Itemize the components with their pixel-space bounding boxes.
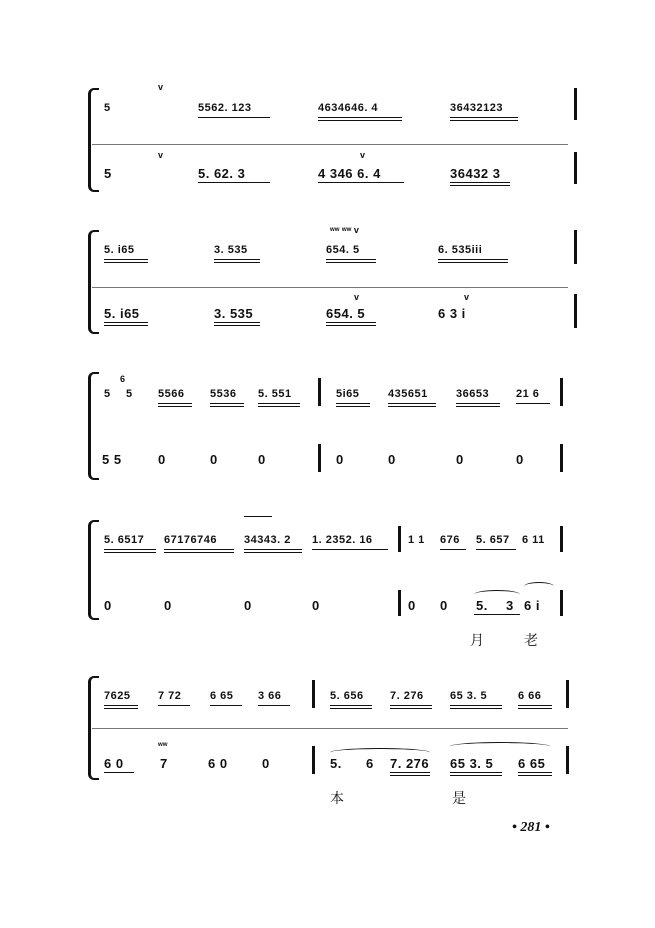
upper-note: 5i65: [336, 388, 360, 400]
lower-note: 0: [336, 452, 344, 467]
upper-note: 6 66: [518, 690, 542, 702]
lower-note: 5.: [476, 598, 488, 613]
upper-note: 5. 656: [330, 690, 364, 702]
lower-note: 0: [516, 452, 524, 467]
upper-note: 7 72: [158, 690, 182, 702]
upper-note: 6. 535iii: [438, 244, 483, 256]
breath-mark: v: [158, 150, 164, 160]
lower-note: 0: [440, 598, 448, 613]
lower-note: 0: [408, 598, 416, 613]
barline: [560, 526, 563, 552]
system-brace: [88, 88, 99, 192]
barline: [318, 444, 321, 472]
lower-note: 6 0: [104, 756, 124, 771]
upper-note: 5: [104, 388, 111, 400]
upper-note: 676: [440, 534, 460, 546]
system-brace: [88, 372, 99, 480]
lower-note: 0: [158, 452, 166, 467]
system-brace: [88, 520, 99, 620]
lower-note: 6 i: [524, 598, 540, 613]
lower-note: 65 3. 5: [450, 756, 494, 771]
staff-separator: [92, 287, 568, 288]
upper-note: 7625: [104, 690, 131, 702]
lower-note: 4 346 6. 4: [318, 166, 381, 181]
lower-note: 5: [104, 166, 112, 181]
barline: [574, 294, 577, 328]
lower-note: 0: [210, 452, 218, 467]
upper-note: 21 6: [516, 388, 540, 400]
lower-note: 3: [506, 598, 514, 613]
barline: [574, 88, 577, 120]
upper-note: 7. 276: [390, 690, 424, 702]
breath-mark: v: [158, 82, 164, 92]
lower-note: 6 3 i: [438, 306, 466, 321]
lower-note: 5 5: [102, 452, 122, 467]
upper-note: 36432123: [450, 102, 503, 114]
lower-note: 6 0: [208, 756, 228, 771]
lyric: 是: [452, 791, 466, 807]
staff-separator: [92, 144, 568, 145]
lyric: 本: [330, 791, 344, 807]
upper-note: 5566: [158, 388, 185, 400]
upper-note: 5. i65: [104, 244, 135, 256]
barline: [398, 526, 401, 552]
barline: [318, 378, 321, 406]
barline: [574, 230, 577, 264]
barline: [566, 680, 569, 708]
lower-note: 0: [258, 452, 266, 467]
staff-separator: [92, 728, 568, 729]
upper-note: 6 11: [522, 534, 545, 546]
lyric: 月: [470, 633, 484, 649]
upper-note: 5. 657: [476, 534, 510, 546]
breath-mark: v: [464, 292, 470, 302]
lower-note: 0: [164, 598, 172, 613]
upper-note: 4634646. 4: [318, 102, 379, 114]
upper-note: 435651: [388, 388, 428, 400]
upper-note: 5. 6517: [104, 534, 145, 546]
upper-note: 5536: [210, 388, 237, 400]
barline: [560, 378, 563, 406]
upper-note: 654. 5: [326, 244, 360, 256]
ornament-mark: ʷʷ: [158, 740, 168, 750]
upper-note: 5. 551: [258, 388, 292, 400]
upper-note: 65 3. 5: [450, 690, 488, 702]
lower-note: 5. 62. 3: [198, 166, 246, 181]
lower-note: 0: [456, 452, 464, 467]
upper-note: 5562. 123: [198, 102, 252, 114]
lower-note: 36432 3: [450, 166, 501, 181]
breath-mark: v: [354, 292, 360, 302]
page-number: • 281 •: [512, 820, 550, 835]
lower-note: 0: [262, 756, 270, 771]
lower-note: 5. i65: [104, 306, 140, 321]
upper-note: 34343. 2: [244, 534, 291, 546]
upper-note: 1 1: [408, 534, 425, 546]
lower-note: 654. 5: [326, 306, 366, 321]
barline: [398, 590, 401, 616]
lower-note: 5.: [330, 756, 342, 771]
upper-note: 5: [104, 102, 111, 114]
barline: [560, 444, 563, 472]
grace-note: 6: [120, 374, 126, 384]
barline: [566, 746, 569, 774]
lower-note: 0: [388, 452, 396, 467]
upper-note: 3 66: [258, 690, 282, 702]
lower-note: 7: [160, 756, 168, 771]
lower-note: 7. 276: [390, 756, 430, 771]
grace-main: 5: [126, 388, 133, 400]
upper-note: 3. 535: [214, 244, 248, 256]
lower-note: 3. 535: [214, 306, 254, 321]
upper-note: 1. 2352. 16: [312, 534, 373, 546]
lower-note: 0: [312, 598, 320, 613]
barline: [574, 152, 577, 184]
upper-note: 36653: [456, 388, 490, 400]
ornament-mark: ʷʷ ʷʷ v: [330, 225, 359, 235]
system-brace: [88, 230, 99, 334]
barline: [312, 746, 315, 774]
lower-note: 0: [104, 598, 112, 613]
lyric: 老: [524, 633, 538, 649]
barline: [312, 680, 315, 708]
lower-note: 6: [366, 756, 374, 771]
lower-note: 0: [244, 598, 252, 613]
barline: [560, 590, 563, 616]
upper-note: 67176746: [164, 534, 217, 546]
lower-note: 6 65: [518, 756, 546, 771]
breath-mark: v: [360, 150, 366, 160]
upper-note: 6 65: [210, 690, 234, 702]
